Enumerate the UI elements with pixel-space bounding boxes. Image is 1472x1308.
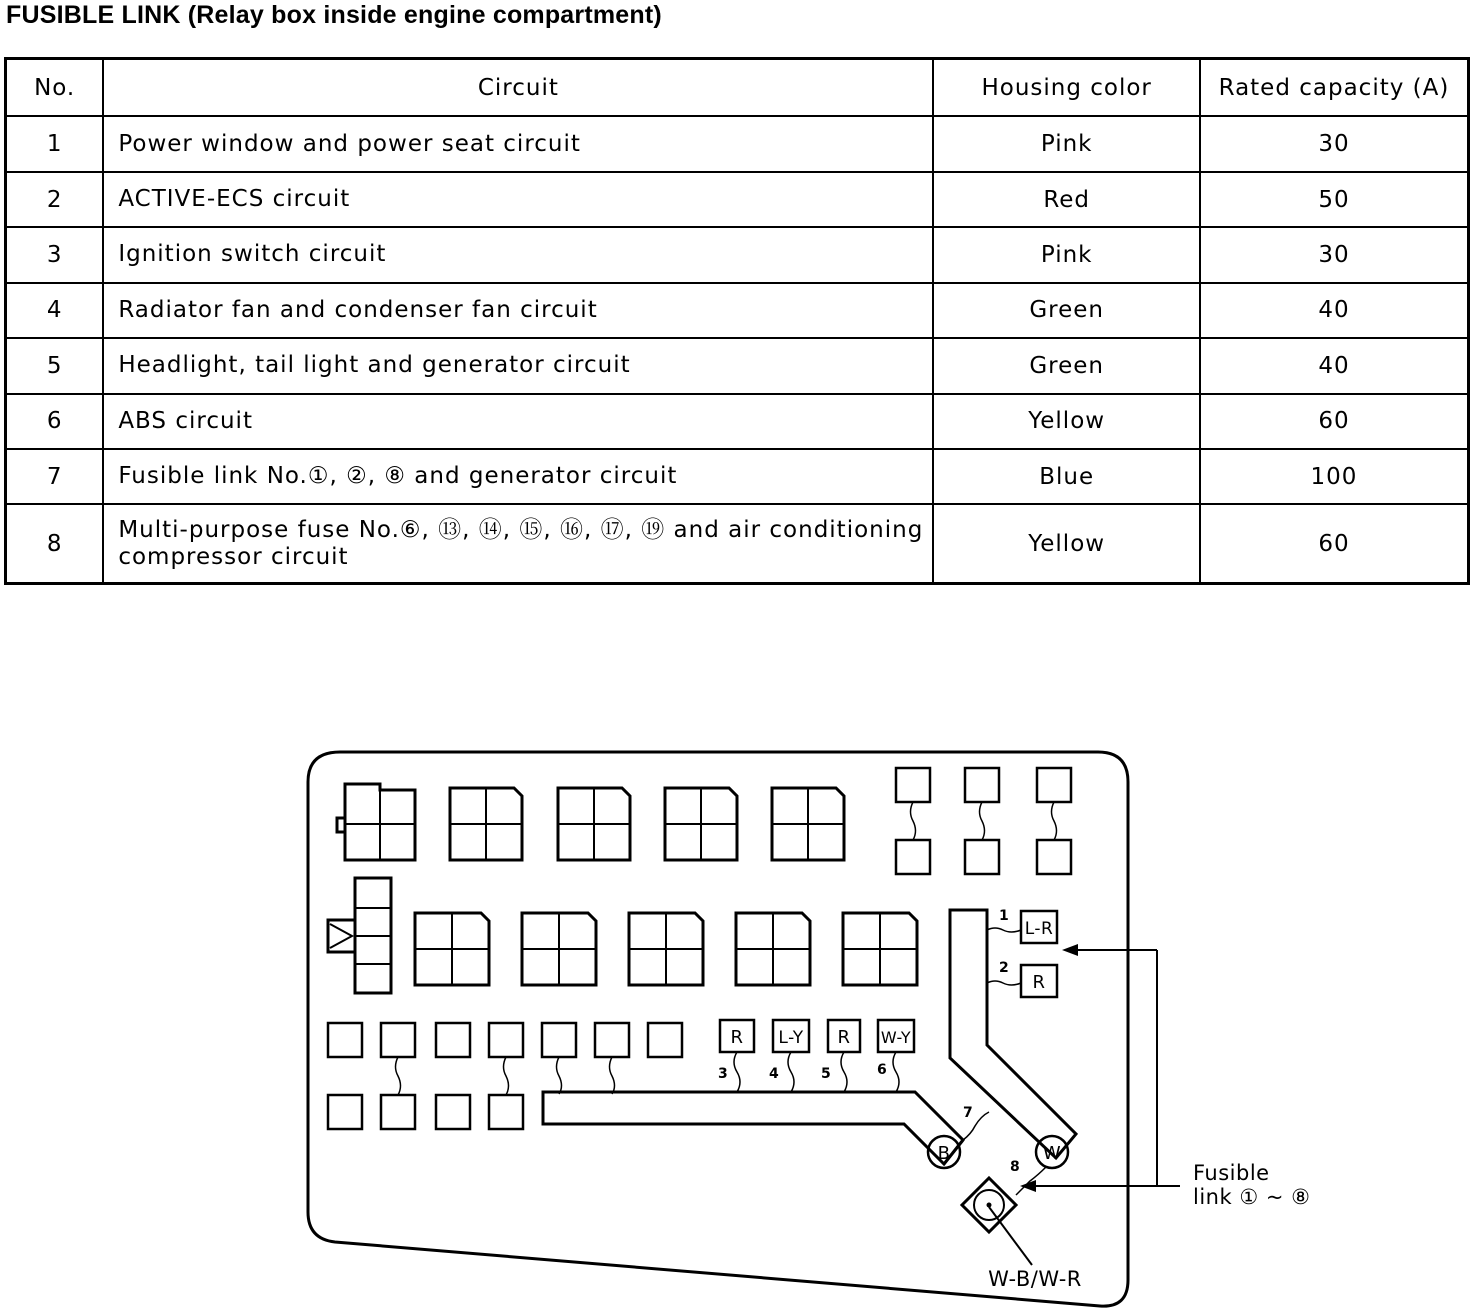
cell-rated-capacity: 50: [1200, 172, 1469, 227]
cell-housing-color: Yellow: [933, 394, 1200, 449]
column-header-no: No.: [6, 59, 104, 117]
fuse-number-6: 6: [877, 1062, 888, 1078]
fusible-link-table: [4, 57, 1470, 585]
cell-no: 6: [6, 394, 104, 449]
cell-no: 5: [6, 338, 104, 393]
fuse-code-label: R: [837, 1027, 851, 1048]
cell-rated-capacity: 60: [1200, 394, 1469, 449]
horizontal-bus-bar: [543, 1092, 963, 1164]
cell-circuit: Multi-purpose fuse No.⑥, ⑬, ⑭, ⑮, ⑯, ⑰, ⑲ and air conditioning compressor circuit: [103, 504, 933, 583]
connector-block: [328, 878, 391, 993]
cell-rated-capacity: 40: [1200, 283, 1469, 338]
terminal-label-b: B: [937, 1143, 951, 1164]
fuse-code-label: W-Y: [880, 1028, 912, 1047]
cell-circuit: ABS circuit: [103, 394, 933, 449]
cell-housing-color: Green: [933, 283, 1200, 338]
cell-rated-capacity: 60: [1200, 504, 1469, 583]
mini-fuses: [328, 1023, 682, 1129]
relay-mid-4: [736, 913, 810, 985]
cell-housing-color: Green: [933, 338, 1200, 393]
relay-mid-3: [629, 913, 703, 985]
cell-circuit: Fusible link No.①, ②, ⑧ and generator circuit: [103, 449, 933, 504]
relay-mid-5: [843, 913, 917, 985]
table-row: [6, 116, 1469, 171]
relay-mid-2: [522, 913, 596, 985]
cell-rated-capacity: 30: [1200, 227, 1469, 282]
page-title: FUSIBLE LINK (Relay box inside engine compartment): [6, 1, 662, 29]
fuse-number-4: 4: [769, 1066, 780, 1082]
fuse-number-1: 1: [999, 908, 1010, 924]
table-row: [6, 227, 1469, 282]
fuse-number-3: 3: [718, 1066, 729, 1082]
cell-rated-capacity: 100: [1200, 449, 1469, 504]
fuse-pair: [1037, 768, 1071, 874]
relay-top-1: [337, 784, 415, 860]
cell-circuit: Headlight, tail light and generator circuit: [103, 338, 933, 393]
column-header-housing-color: Housing color: [933, 59, 1200, 117]
cell-rated-capacity: 30: [1200, 116, 1469, 171]
cell-housing-color: Pink: [933, 116, 1200, 171]
table-row: [6, 283, 1469, 338]
callout-label-line1: Fusible: [1193, 1161, 1270, 1185]
cell-circuit: Radiator fan and condenser fan circuit: [103, 283, 933, 338]
fuse-number-2: 2: [999, 960, 1010, 976]
fuse-number-7: 7: [963, 1105, 974, 1121]
fuse-number-8: 8: [1010, 1159, 1021, 1175]
cell-rated-capacity: 40: [1200, 338, 1469, 393]
column-header-circuit: Circuit: [103, 59, 933, 117]
callout-label-line2: link ① ~ ⑧: [1193, 1185, 1311, 1209]
relay-box-diagram: [0, 740, 1472, 1308]
cell-circuit: Ignition switch circuit: [103, 227, 933, 282]
fuse-pair: [896, 768, 930, 874]
cell-no: 7: [6, 449, 104, 504]
cell-no: 3: [6, 227, 104, 282]
table-header-row: [6, 59, 1469, 117]
fuse-code-label: L-Y: [778, 1028, 804, 1048]
relay-top-2: [450, 788, 522, 860]
cell-no: 8: [6, 504, 104, 583]
table-row: [6, 504, 1469, 583]
fuse-number-5: 5: [821, 1066, 832, 1082]
terminal-label-w: W: [1042, 1143, 1062, 1164]
cell-circuit: ACTIVE-ECS circuit: [103, 172, 933, 227]
cell-circuit: Power window and power seat circuit: [103, 116, 933, 171]
relay-top-3: [558, 788, 630, 860]
fuse-pair: [965, 768, 999, 874]
fuse-code-label: R: [730, 1027, 744, 1048]
relay-top-5: [772, 788, 844, 860]
relay-top-4: [665, 788, 737, 860]
cell-housing-color: Yellow: [933, 504, 1200, 583]
cell-housing-color: Pink: [933, 227, 1200, 282]
table-row: [6, 338, 1469, 393]
relay-mid-1: [415, 913, 489, 985]
ground-label: W-B/W-R: [988, 1267, 1082, 1291]
table-row: [6, 394, 1469, 449]
table-row: [6, 172, 1469, 227]
relay-box-outline: [308, 752, 1128, 1306]
cell-no: 4: [6, 283, 104, 338]
fuse-code-label: R: [1032, 972, 1046, 993]
column-header-rated-capacity: Rated capacity (A): [1200, 59, 1469, 117]
cell-no: 2: [6, 172, 104, 227]
cell-no: 1: [6, 116, 104, 171]
cell-housing-color: Blue: [933, 449, 1200, 504]
fuse-code-label: L-R: [1024, 919, 1054, 939]
table-row: [6, 449, 1469, 504]
cell-housing-color: Red: [933, 172, 1200, 227]
